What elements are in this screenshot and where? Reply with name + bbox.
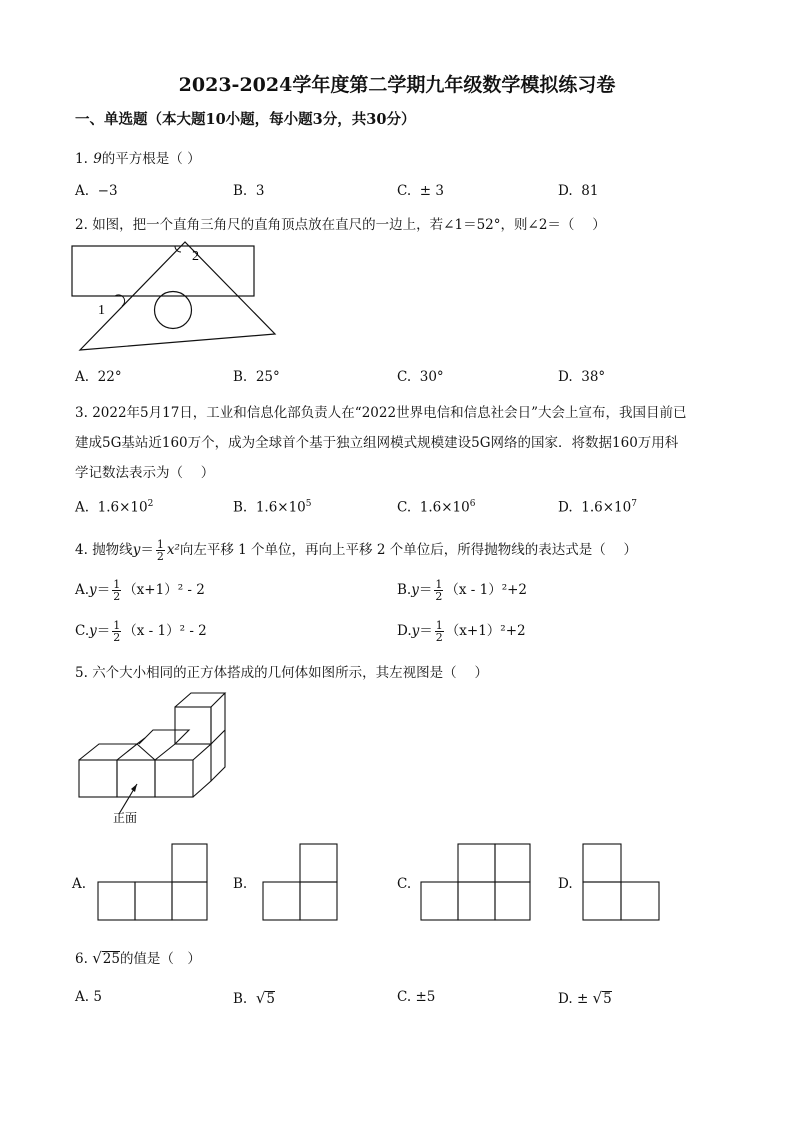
question-3-line-3: 学记数法表示为（ ）: [75, 465, 215, 481]
q6-option-d[interactable]: D. ± √5: [558, 989, 612, 1007]
q2-figure-ruler-triangle: [70, 240, 280, 355]
q4-option-b[interactable]: B.y＝ $\frac{1}{2}$ （x - 1）²+2: [397, 578, 528, 603]
q1-text: 的平方根是（ ）: [101, 151, 201, 167]
page-title: 2023-2024学年度第二学期九年级数学模拟练习卷: [178, 74, 616, 96]
q1-option-c[interactable]: C. ± 3: [397, 183, 444, 199]
q4-option-a[interactable]: A.y＝ $\frac{1}{2}$ （x+1）² - 2: [75, 578, 205, 603]
angle-1-label: 1: [98, 303, 105, 318]
q4-option-c[interactable]: C.y＝ $\frac{1}{2}$ （x - 1）² - 2: [75, 619, 207, 644]
q2-option-a[interactable]: A. 22°: [75, 369, 122, 385]
angle-2-label: 2: [192, 249, 199, 264]
q4-option-d[interactable]: D.y＝ $\frac{1}{2}$ （x+1）²+2: [397, 619, 526, 644]
q5-option-a-figure[interactable]: [97, 843, 209, 923]
q3-option-c[interactable]: C. $1.6\times 10^6$: [397, 499, 476, 516]
q5-option-d-figure[interactable]: [582, 843, 662, 923]
ruler-shape: [72, 246, 254, 296]
q2-option-b[interactable]: B. 25°: [233, 369, 280, 385]
q1-expression: 9: [93, 151, 102, 167]
q1-number: 1.: [75, 151, 88, 167]
q5-option-c-label[interactable]: C.: [397, 876, 412, 892]
q6-option-b[interactable]: B. √5: [233, 989, 275, 1007]
triangle-hole: [155, 292, 192, 329]
q3-option-b[interactable]: B. $1.6\times 10^5$: [233, 499, 312, 516]
q5-option-b-figure[interactable]: [262, 843, 340, 923]
question-2: [75, 213, 606, 233]
q5-cube-figure: [75, 690, 235, 830]
q2-option-c[interactable]: C. 30°: [397, 369, 444, 385]
q6-option-c[interactable]: C. ±5: [397, 989, 436, 1005]
section-heading: 一、单选题（本大题10小题，每小题3分，共30分）: [75, 111, 416, 128]
question-3-line-1: 3. 2022年5月17日，工业和信息化部负责人在“2022世界电信和信息社会日”大会上宣布，我国目前已: [75, 405, 687, 421]
q2-text: 如图，把一个直角三角尺的直角顶点放在直尺的一边上，若∠1＝52°，则∠2＝（ ）: [92, 217, 606, 233]
q5-option-d-label[interactable]: D.: [558, 876, 573, 892]
q5-option-b-label[interactable]: B.: [233, 876, 248, 892]
q1-option-a[interactable]: A. −3: [75, 183, 118, 199]
question-4: 4. 抛物线y＝ $\frac{1}{2}$ x²向左平移 1 个单位，再向上平移 2 个单位后，所得抛物线的表达式是（ ）: [75, 538, 637, 563]
q2-option-d[interactable]: D. 38°: [558, 369, 606, 385]
q5-option-a-label[interactable]: A.: [72, 876, 87, 892]
q6-radicand: 25: [102, 951, 120, 967]
question-1: [75, 147, 201, 167]
q6-option-a[interactable]: A. 5: [75, 989, 102, 1005]
q2-number: 2.: [75, 217, 88, 233]
q3-option-d[interactable]: D. $1.6\times 10^7$: [558, 499, 637, 516]
front-view-label: 正面: [113, 811, 138, 825]
q5-option-c-figure[interactable]: [420, 843, 532, 923]
question-6: 6. √25的值是（ ）: [75, 949, 201, 967]
q1-option-d[interactable]: D. 81: [558, 183, 599, 199]
q3-option-a[interactable]: A. $1.6\times 10^2$: [75, 499, 154, 516]
q1-option-b[interactable]: B. 3: [233, 183, 265, 199]
question-3-line-2: 建成5G基站近160万个，成为全球首个基于独立组网模式规模建设5G网络的国家．将数据160万用科: [75, 435, 679, 451]
question-5: 5. 六个大小相同的正方体搭成的几何体如图所示，其左视图是（ ）: [75, 665, 488, 681]
